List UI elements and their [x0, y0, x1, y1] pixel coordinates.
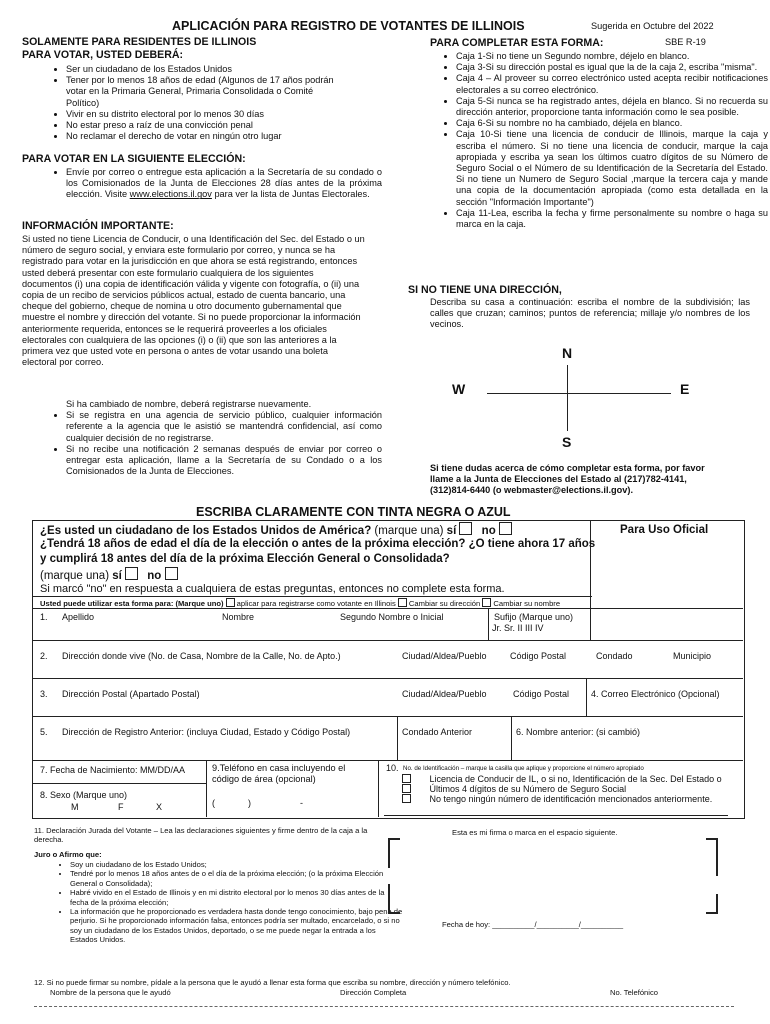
row5-bottom-line	[32, 760, 743, 761]
row5-number: 5.	[40, 727, 48, 737]
phone-mask-dash: -	[300, 798, 303, 808]
home-city-label: Ciudad/Aldea/Pueblo	[402, 651, 487, 661]
signature-box-top-right	[706, 838, 718, 876]
list-item: • Tendré por lo menos 18 años antes de o el día de la próxima elección; (o la próxima Elección General o Consolidada);	[70, 869, 405, 888]
residents-heading: SOLAMENTE PARA RESIDENTES DE ILLINOIS	[22, 36, 257, 48]
list-item: • Caja 11-Lea, escriba la fecha y firme personalmente su nombre o haga su marca en la caja.	[456, 208, 768, 230]
previous-name-divider	[511, 716, 512, 760]
sex-top-line	[32, 783, 206, 784]
next-election-list	[48, 167, 382, 201]
form-code: SBE R-19	[665, 37, 706, 47]
helper-text: 12. Si no puede firmar su nombre, pídale a la persona que le ayudó a llenar esta forma que escriba su nombre, dirección y número telefónico.	[34, 978, 511, 987]
sex-option-m[interactable]: M	[71, 802, 79, 812]
helper-phone-label: No. Telefónico	[610, 988, 658, 997]
helper-name-label: Nombre de la persona que le ayudó	[50, 988, 171, 997]
previous-county-label: Condado Anterior	[402, 727, 473, 737]
id-heading: No. de Identificación – marque la casilla que aplique y proporcione el número apropiado	[403, 765, 644, 772]
id-none-checkbox[interactable]	[402, 794, 411, 803]
complete-list	[438, 51, 768, 230]
elections-link[interactable]: www.elections.il.gov	[129, 189, 212, 200]
mailing-city-label: Ciudad/Aldea/Pueblo	[402, 689, 487, 699]
list-item: Si ha cambiado de nombre, deberá registrarse nuevamente.	[66, 399, 312, 409]
phone-mask-open: (	[212, 798, 215, 808]
id-ssn-checkbox[interactable]	[402, 784, 411, 793]
sex-label: 8. Sexo (Marque uno)	[40, 790, 128, 800]
age-no-checkbox[interactable]	[165, 567, 178, 580]
compass-horizontal-line	[487, 393, 671, 394]
id-option-license: Licencia de Conducir de IL, o si no, Identificación de la Sec. Del Estado o	[402, 774, 722, 785]
suggested-date: Sugerida en Octubre del 2022	[591, 21, 714, 31]
first-name-label: Nombre	[222, 612, 255, 622]
phone-mask-close: )	[248, 798, 251, 808]
oath-swear: Juro o Afirmo que:	[34, 850, 102, 859]
list-item: • Caja 10-Si tiene una licencia de conducir de Illinois, marque la caja y escriba el número. Si no tiene una licencia de conducir, marque la caja apropiada y escriba ya sean los últimos cuatro dígitos de su Número de Seguro Social o el Número de su Identificación de la Secretaría del Estado. Si no tiene un Numero de Seguro Social ,marque la tercera caja y mande una copia de la documentación apropiada (como esta detallada en la sección "Información Importante")	[456, 129, 768, 207]
list-item: • Tener por lo menos 18 años de edad (Algunos de 17 años podrán votar en la Primaria General, Primaria Consolidada o Comité Político)	[66, 75, 334, 109]
county-label: Condado	[596, 651, 633, 661]
age-yes-checkbox[interactable]	[125, 567, 138, 580]
next-election-heading: PARA VOTAR EN LA SIGUIENTE ELECCIÓN:	[22, 153, 246, 165]
must-heading: PARA VOTAR, USTED DEBERÁ:	[22, 49, 184, 61]
suffix-label: Sufijo (Marque uno)	[494, 612, 574, 622]
warning-text: Si marcó "no" en respuesta a cualquiera de estas preguntas, entonces no complete esta forma.	[40, 583, 505, 595]
helper-address-label: Dirección Completa	[340, 988, 407, 997]
email-divider	[586, 678, 587, 716]
suffix-divider-right	[590, 608, 591, 640]
id-option-none: No tengo ningún número de identificación mencionados anteriormente.	[402, 794, 712, 805]
compass-north: N	[562, 345, 573, 361]
help-text: Si tiene dudas acerca de cómo completar esta forma, por favor llame a la Junta de Elecciones del Estado al (217)782-4141, (312)814-6440 (o webmaster@elections.il.gov).	[430, 463, 705, 496]
oath-heading: 11. Declaración Jurada del Votante – Lea las declaraciones siguientes y firme dentro de la caja a la derecha.	[34, 826, 368, 845]
list-item: • Habré vivido en el Estado de Illinois y en mi distrito electoral por lo menos 30 días antes de la fecha de la próxima elección;	[70, 888, 405, 907]
home-zip-label: Código Postal	[510, 651, 567, 661]
dob-divider	[206, 760, 207, 817]
date-label: Fecha de hoy: __________/__________/__________	[442, 920, 624, 929]
sex-option-x[interactable]: X	[156, 802, 163, 812]
mailing-zip-label: Código Postal	[513, 689, 570, 699]
list-item: • Soy un ciudadano de los Estado Unidos;	[70, 860, 405, 869]
ink-heading: ESCRIBA CLARAMENTE CON TINTA NEGRA O AZUL	[196, 505, 511, 519]
signature-box-bottom-right	[706, 894, 718, 914]
list-item: • Caja 3-Si su dirección postal es igual que la de la caja 2, escriba "misma".	[456, 62, 768, 73]
must-list	[48, 64, 334, 142]
suffix-options[interactable]: Jr. Sr. II III IV	[492, 623, 544, 633]
important-text: Si usted no tiene Licencia de Conducir, o una Identificación del Sec. del Estado o un número de seguro social, y enviara este formulario por correo, y nunca se ha registrado para votar en la jurisdicción en que ahora se está registrando, entonces usted deberá presentar con este formulario cualquiera de los siguientes documentos (i) una copia de identificación válida y vigente con fotografía, o (ii) una copia de un recibo de servicios públicos actual, estado de cuenta bancario, una cheque del gobierno, cheque de nomina u otro documento gubernamental que muestre el nombre y dirección del votante. Si no puede proporcionar la información anteriormente requerida, entonces se le requerirá proveerles a los oficiales electorales con cualquiera de las opciones (i) o (ii) que son las anteriores a la primera vez que usted vote en persona o antes de votar usando una boleta electoral por correo.	[22, 234, 365, 368]
middle-name-label: Segundo Nombre o Inicial	[340, 612, 444, 622]
row1-top-line	[32, 608, 743, 609]
important-heading: INFORMACIÓN IMPORTANTE:	[22, 220, 174, 232]
email-label: 4. Correo Electrónico (Opcional)	[591, 689, 720, 699]
compass-vertical-line	[567, 365, 568, 431]
id-option-ssn: Últimos 4 dígitos de su Número de Seguro Social	[402, 784, 626, 795]
row2-bottom-line	[32, 678, 743, 679]
use-register-checkbox[interactable]	[226, 598, 235, 607]
id-number-line	[384, 815, 728, 816]
list-item: • La información que he proporcionado es verdadera hasta donde tengo conocimiento, bajo pena de perjurio. Si he proporcionado información falsa, entonces podría ser multado, encarcelado, o si no soy un ciudadano de los Estados Unidos, deportado, o se me puede negar la entrada a los Estados Unidos.	[70, 907, 405, 945]
list-item: • Si se registra en una agencia de servicio público, cualquier información referente a la agencia que le asistió se mantendrá confidencial, así como cualquier decisión de no registrarse.	[66, 410, 382, 444]
suffix-divider	[488, 608, 489, 640]
home-address-label: Dirección donde vive (No. de Casa, Nombre de la Calle, No. de Apto.)	[62, 651, 341, 661]
row1-number: 1.	[40, 612, 48, 622]
row3-bottom-line	[32, 716, 743, 717]
compass-west: W	[452, 381, 466, 397]
municipality-label: Municipio	[673, 651, 712, 661]
signature-label: Esta es mi firma o marca en el espacio siguiente.	[452, 828, 618, 837]
id-license-checkbox[interactable]	[402, 774, 411, 783]
compass-south: S	[562, 434, 572, 450]
helper-line	[34, 1006, 734, 1007]
form-title: APLICACIÓN PARA REGISTRO DE VOTANTES DE ILLINOIS	[172, 19, 525, 33]
last-name-label: Apellido	[62, 612, 95, 622]
signature-area[interactable]	[398, 842, 704, 908]
use-for-row: Usted puede utilizar esta forma para: (Marque uno) aplicar para registrarse como votante en Illinois Cambiar su dirección Cambiar su nombre	[40, 599, 561, 608]
list-item: • No reclamar el derecho de votar en ningún otro lugar	[66, 131, 334, 142]
citizen-question: ¿Es usted un ciudadano de los Estados Unidos de América? (marque una) sí no	[40, 522, 588, 539]
no-address-heading: SI NO TIENE UNA DIRECCIÓN,	[408, 284, 562, 296]
use-name-checkbox[interactable]	[482, 598, 491, 607]
row1-bottom-line	[32, 640, 743, 641]
list-item: • Envíe por correo o entregue esta aplicación a la Secretaría de su condado o los Comisionados de la Junta de Elecciones 28 días antes de la próxima elección. Visite www.elections.il.gov para ver la lista de Juntas Electorales.	[66, 167, 382, 201]
id-number: 10.	[386, 763, 399, 773]
phone-divider	[378, 760, 379, 817]
official-use-label: Para Uso Oficial	[620, 524, 709, 536]
important-list	[48, 399, 382, 477]
previous-name-label: 6. Nombre anterior: (si cambió)	[516, 727, 641, 737]
previous-address-label: Dirección de Registro Anterior: (incluya Ciudad, Estado y Código Postal)	[62, 727, 351, 737]
previous-county-divider	[397, 716, 398, 760]
dob-label: 7. Fecha de Nacimiento: MM/DD/AA	[40, 765, 186, 775]
list-item: • Si no recibe una notificación 2 semanas después de enviar por correo o entregar esta aplicación, llame a la Secretaría de su Condado o a los Comisionados de la Junta de Elecciones.	[66, 444, 382, 478]
list-item: • Caja 6-Si su nombre no ha cambiado, déjela en blanco.	[456, 118, 768, 129]
mailing-address-label: Dirección Postal (Apartado Postal)	[62, 689, 200, 699]
list-item: • Caja 4 – Al proveer su correo electrónico usted acepta recibir notificaciones electorales a su correo electrónico.	[456, 73, 768, 95]
use-for-line	[32, 596, 592, 597]
oath-list	[52, 860, 405, 945]
list-item: • No estar preso a raíz de una convicción penal	[66, 120, 334, 131]
use-address-checkbox[interactable]	[398, 598, 407, 607]
row2-number: 2.	[40, 651, 48, 661]
list-item: • Caja 1-Si no tiene un Segundo nombre, déjelo en blanco.	[456, 51, 768, 62]
age-question: ¿Tendrá 18 años de edad el día de la elección o antes de la próxima elección? ¿O tiene ahora 17 años y cumplirá 18 antes del día de la próxima Elección General o Consolidada? (marque una) sí no	[40, 538, 596, 582]
list-item: • Caja 5-Si nunca se ha registrado antes, déjela en blanco. Si no recuerda su dirección anterior, proporcione tanta información como le sea posible.	[456, 96, 768, 118]
sex-option-f[interactable]: F	[118, 802, 124, 812]
complete-heading: PARA COMPLETAR ESTA FORMA:	[430, 37, 604, 49]
citizen-no-checkbox[interactable]	[499, 522, 512, 535]
compass-east: E	[680, 381, 690, 397]
list-item: • Ser un ciudadano de los Estados Unidos	[66, 64, 334, 75]
citizen-yes-checkbox[interactable]	[459, 522, 472, 535]
list-item: • Vivir en su distrito electoral por lo menos 30 días	[66, 109, 334, 120]
row3-number: 3.	[40, 689, 48, 699]
phone-label: 9.Teléfono en casa incluyendo el código de área (opcional)	[212, 763, 346, 785]
no-address-text: Describa su casa a continuación: escriba el nombre de la subdivisión; las calles que cruzan; caminos; puntos de referencia; millaje y/o nombres de los vecinos.	[430, 297, 750, 330]
